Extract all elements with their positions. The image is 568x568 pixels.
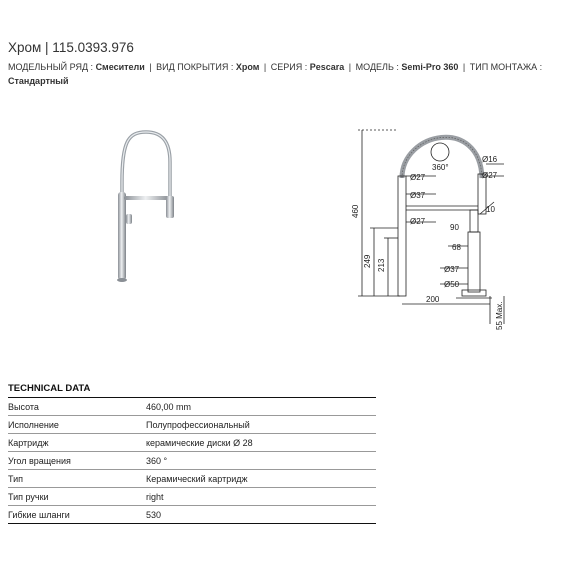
row-value: Полупрофессиональный (146, 419, 250, 430)
attr-model-label: МОДЕЛЬ : (355, 62, 402, 72)
row-key: Исполнение (8, 419, 59, 430)
product-attributes: МОДЕЛЬНЫЙ РЯД : Смесители | ВИД ПОКРЫТИЯ : Хром | СЕРИЯ : Pescara | МОДЕЛЬ : Semi-Pro 360 | ТИП МОНТАЖА : Стандартный (8, 62, 543, 86)
table-row (8, 434, 376, 452)
label-h460: 460 (351, 204, 360, 218)
label-angle10: 10 (486, 205, 495, 214)
attr-coating-label: ВИД ПОКРЫТИЯ : (156, 62, 236, 72)
label-d27a: Ø27 (410, 173, 426, 182)
table-row (8, 470, 376, 488)
row-key: Тип (8, 473, 24, 484)
label-rotation: 360° (432, 163, 449, 172)
technical-data-table (8, 380, 376, 524)
label-h249: 249 (363, 254, 372, 268)
attr-series-range-value: Смесители (95, 62, 145, 72)
table-row (8, 488, 376, 506)
label-w68: 68 (452, 243, 461, 252)
technical-drawing (340, 118, 566, 338)
attr-series-value: Pescara (309, 62, 345, 72)
row-value: 530 (146, 509, 162, 520)
attr-coating-value: Хром (235, 62, 260, 72)
label-d27c: Ø27 (410, 217, 426, 226)
attr-series-range-label: МОДЕЛЬНЫЙ РЯД : (8, 62, 96, 72)
label-max55: 55 Max. (495, 301, 504, 330)
label-d27b: Ø27 (482, 171, 498, 180)
table-row (8, 416, 376, 434)
row-value: 360 ° (146, 455, 168, 466)
label-w200: 200 (426, 295, 440, 304)
label-angle90: 90 (450, 223, 459, 232)
row-key: Гибкие шланги (8, 509, 70, 520)
product-title: Хром | 115.0393.976 (8, 40, 134, 55)
attr-mount-label: ТИП МОНТАЖА : (469, 62, 543, 72)
row-key: Тип ручки (8, 491, 49, 502)
row-value: right (146, 491, 164, 502)
table-row (8, 506, 376, 524)
row-key: Картридж (8, 437, 49, 448)
attr-mount-value: Стандартный (8, 76, 69, 86)
label-d37a: Ø37 (410, 191, 426, 200)
label-d37b: Ø37 (444, 265, 460, 274)
technical-data-heading: TECHNICAL DATA (8, 380, 376, 398)
label-d16: Ø16 (482, 155, 498, 164)
label-h213: 213 (377, 258, 386, 272)
label-d50: Ø50 (444, 280, 460, 289)
row-key: Угол вращения (8, 455, 71, 466)
row-value: Керамический картридж (146, 473, 248, 484)
row-value: 460,00 mm (146, 401, 192, 412)
attr-model-value: Semi-Pro 360 (401, 62, 459, 72)
row-value: керамические диски Ø 28 (146, 437, 253, 448)
attr-series-label: СЕРИЯ : (270, 62, 310, 72)
row-key: Высота (8, 401, 39, 412)
table-row (8, 452, 376, 470)
table-row (8, 398, 376, 416)
faucet-photo (98, 122, 188, 292)
